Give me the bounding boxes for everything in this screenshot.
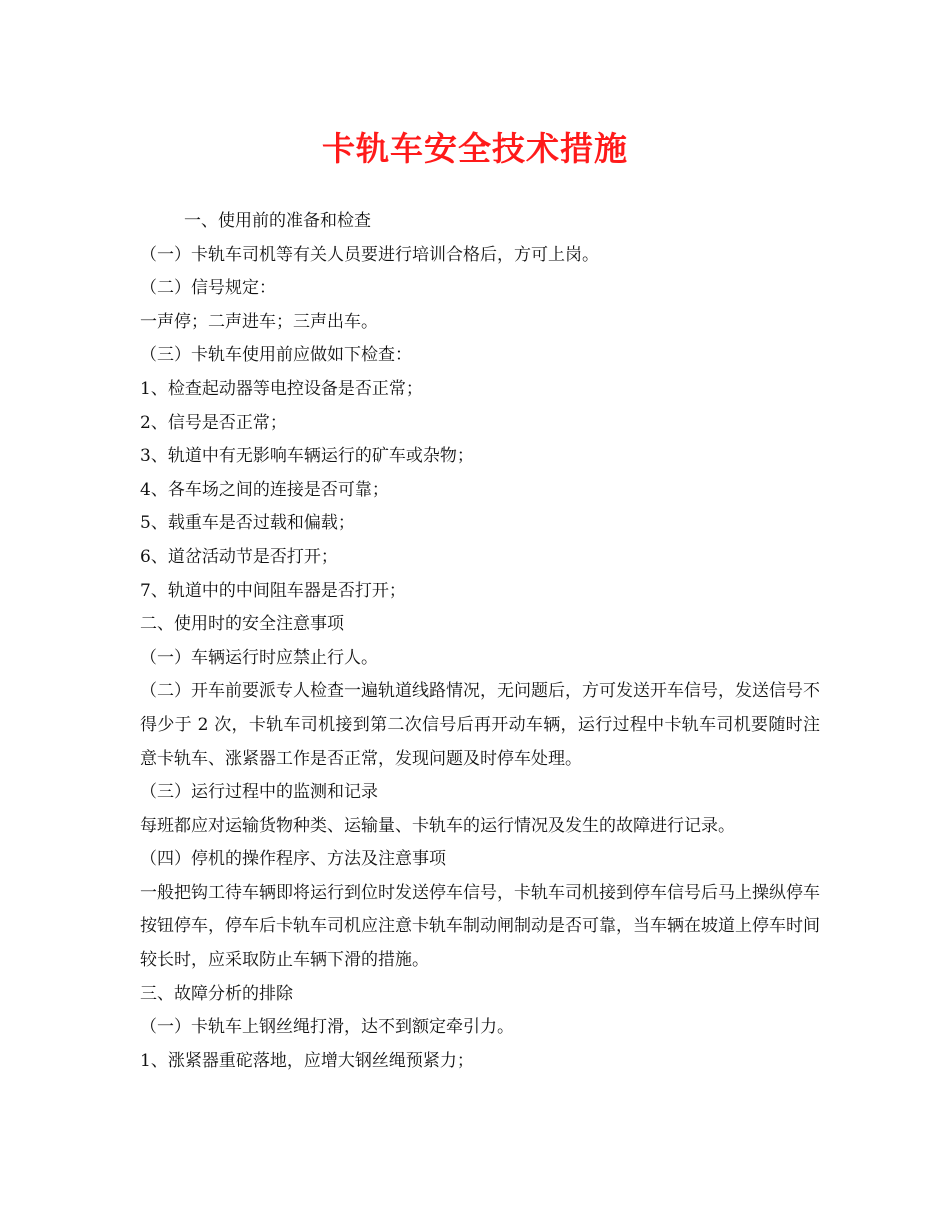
- list-item: 7、轨道中的中间阻车器是否打开；: [140, 580, 406, 601]
- paragraph-line: 一声停；二声进车；三声出车。: [140, 311, 378, 332]
- list-item: 2、信号是否正常；: [140, 412, 287, 433]
- paragraph-line: （三）运行过程中的监测和记录: [140, 782, 378, 803]
- paragraph-line: （一）卡轨车司机等有关人员要进行培训合格后，方可上岗。: [140, 244, 599, 265]
- paragraph-line: （三）卡轨车使用前应做如下检查：: [140, 345, 412, 366]
- paragraph-line: （一）卡轨车上钢丝绳打滑，达不到额定牵引力。: [140, 1017, 514, 1038]
- document-body: [140, 205, 820, 1078]
- list-item: 3、轨道中有无影响车辆运行的矿车或杂物；: [140, 446, 474, 467]
- list-item: 4、各车场之间的连接是否可靠；: [140, 479, 389, 500]
- paragraph-line: 每班都应对运输货物种类、运输量、卡轨车的运行情况及发生的故障进行记录。: [140, 815, 735, 836]
- section-heading: 一、使用前的准备和检查: [184, 211, 371, 231]
- paragraph: 一般把钩工待车辆即将运行到位时发送停车信号，卡轨车司机接到停车信号后马上操纵停车按钮停车，停车后卡轨车司机应注意卡轨车制动闸制动是否可靠，当车辆在坡道上停车时间较长时，应采取防止车辆下滑的措施。: [140, 882, 820, 971]
- list-item: 1、涨紧器重砣落地，应增大钢丝绳预紧力；: [140, 1050, 474, 1071]
- list-item: 1、检查起动器等电控设备是否正常；: [140, 378, 423, 399]
- document-title: 卡轨车安全技术措施: [322, 129, 628, 168]
- paragraph-line: （四）停机的操作程序、方法及注意事项: [140, 849, 446, 870]
- section-heading: 三、故障分析的排除: [140, 983, 293, 1004]
- list-item: 6、道岔活动节是否打开；: [140, 546, 338, 567]
- paragraph-line: （一）车辆运行时应禁止行人。: [140, 647, 378, 668]
- paragraph: （二）开车前要派专人检查一遍轨道线路情况，无问题后，方可发送开车信号，发送信号不得少于 2 次，卡轨车司机接到第二次信号后再开动车辆，运行过程中卡轨车司机要随时注意卡轨车、涨紧器工作是否正常，发现问题及时停车处理。: [140, 681, 820, 769]
- paragraph-line: （二）信号规定：: [140, 278, 276, 299]
- section-heading: 二、使用时的安全注意事项: [140, 614, 344, 635]
- list-item: 5、载重车是否过载和偏载；: [140, 513, 355, 534]
